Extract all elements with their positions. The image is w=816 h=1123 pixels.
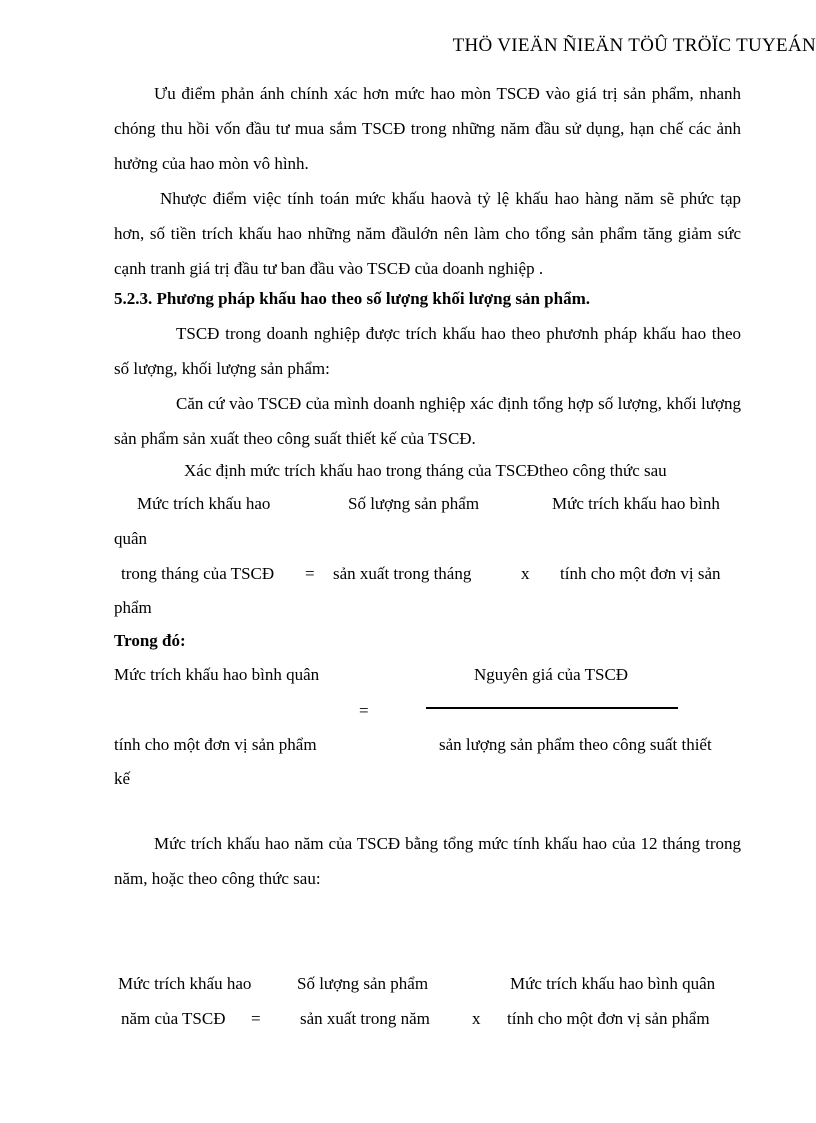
where-left-bottom: tính cho một đơn vị sản phẩm (114, 735, 317, 754)
formula-year-equals: = (251, 1009, 261, 1028)
formula-month-label-left: Mức trích khấu hao (137, 494, 271, 513)
where-left-top: Mức trích khấu hao bình quân (114, 665, 320, 684)
paragraph-basis: Căn cứ vào TSCĐ của mình doanh nghiệp xác định tổng hợp số lượng, khối lượng sản phẩm sản xuất theo công suất thiết kế của TSCĐ. (114, 394, 741, 448)
fraction-numerator: Nguyên giá của TSCĐ (474, 665, 629, 684)
where-heading: Trong đó: (114, 631, 186, 650)
fraction-bar (426, 707, 678, 709)
section-heading: 5.2.3. Phương pháp khấu hao theo số lượng khối lượng sản phẩm. (114, 289, 590, 308)
page-header: THÖ VIEÄN ÑIEÄN TÖÛ TRÖÏC TUYEÁN (452, 35, 816, 56)
formula-year-middle-2: sản xuất trong năm (300, 1009, 430, 1028)
fraction-denominator: sản lượng sản phẩm theo công suất thiết (439, 735, 712, 754)
formula-month-intro: Xác định mức trích khấu hao trong tháng của TSCĐtheo công thức sau (184, 461, 667, 480)
formula-year-multiply: x (472, 1009, 481, 1028)
formula-month-middle-2: sản xuất trong tháng (333, 564, 472, 583)
paragraph-intro: TSCĐ trong doanh nghiệp được trích khấu hao theo phươnh pháp khấu hao theo số lượng, khối lượng sản phẩm: (114, 324, 741, 378)
formula-month-label-right: Mức trích khấu hao bình (552, 494, 720, 513)
formula-month-left-2: trong tháng của TSCĐ (121, 564, 275, 583)
formula-year-label-middle: Số lượng sản phẩm (297, 974, 429, 993)
paragraph-advantages: Ưu điểm phản ánh chính xác hơn mức hao mòn TSCĐ vào giá trị sản phẩm, nhanh chóng thu hồi vốn đầu tư mua sắm TSCĐ trong những năm đầu sử dụng, hạn chế các ảnh hưởng của hao mòn vô hình. (114, 84, 741, 173)
formula-month-equals: = (305, 564, 315, 583)
formula-month-multiply: x (521, 564, 530, 583)
fraction-denominator-cont: kế (114, 769, 131, 788)
where-equals: = (359, 701, 369, 720)
formula-year-label-left: Mức trích khấu hao (118, 974, 252, 993)
formula-year-left-2: năm của TSCĐ (121, 1009, 226, 1028)
formula-month-right-2: tính cho một đơn vị sản (560, 564, 721, 583)
formula-month-label-middle: Số lượng sản phẩm (348, 494, 480, 513)
paragraph-disadvantages: Nhược điểm việc tính toán mức khấu haovà tỷ lệ khấu hao hàng năm sẽ phức tạp hơn, số tiền trích khấu hao những năm đầulớn nên làm cho tổng sản phẩm tăng giảm sức cạnh tranh giá trị đầu tư ban đầu vào TSCĐ của doanh nghiệp . (114, 189, 741, 278)
formula-year-right-2: tính cho một đơn vị sản phẩm (507, 1009, 710, 1028)
formula-year-label-right: Mức trích khấu hao bình quân (510, 974, 716, 993)
formula-month-label-right-cont: quân (114, 529, 148, 548)
paragraph-annual: Mức trích khấu hao năm của TSCĐ bằng tổng mức tính khấu hao của 12 tháng trong năm, hoặc theo công thức sau: (114, 834, 741, 888)
formula-month-right-2-cont: phẩm (114, 598, 152, 617)
